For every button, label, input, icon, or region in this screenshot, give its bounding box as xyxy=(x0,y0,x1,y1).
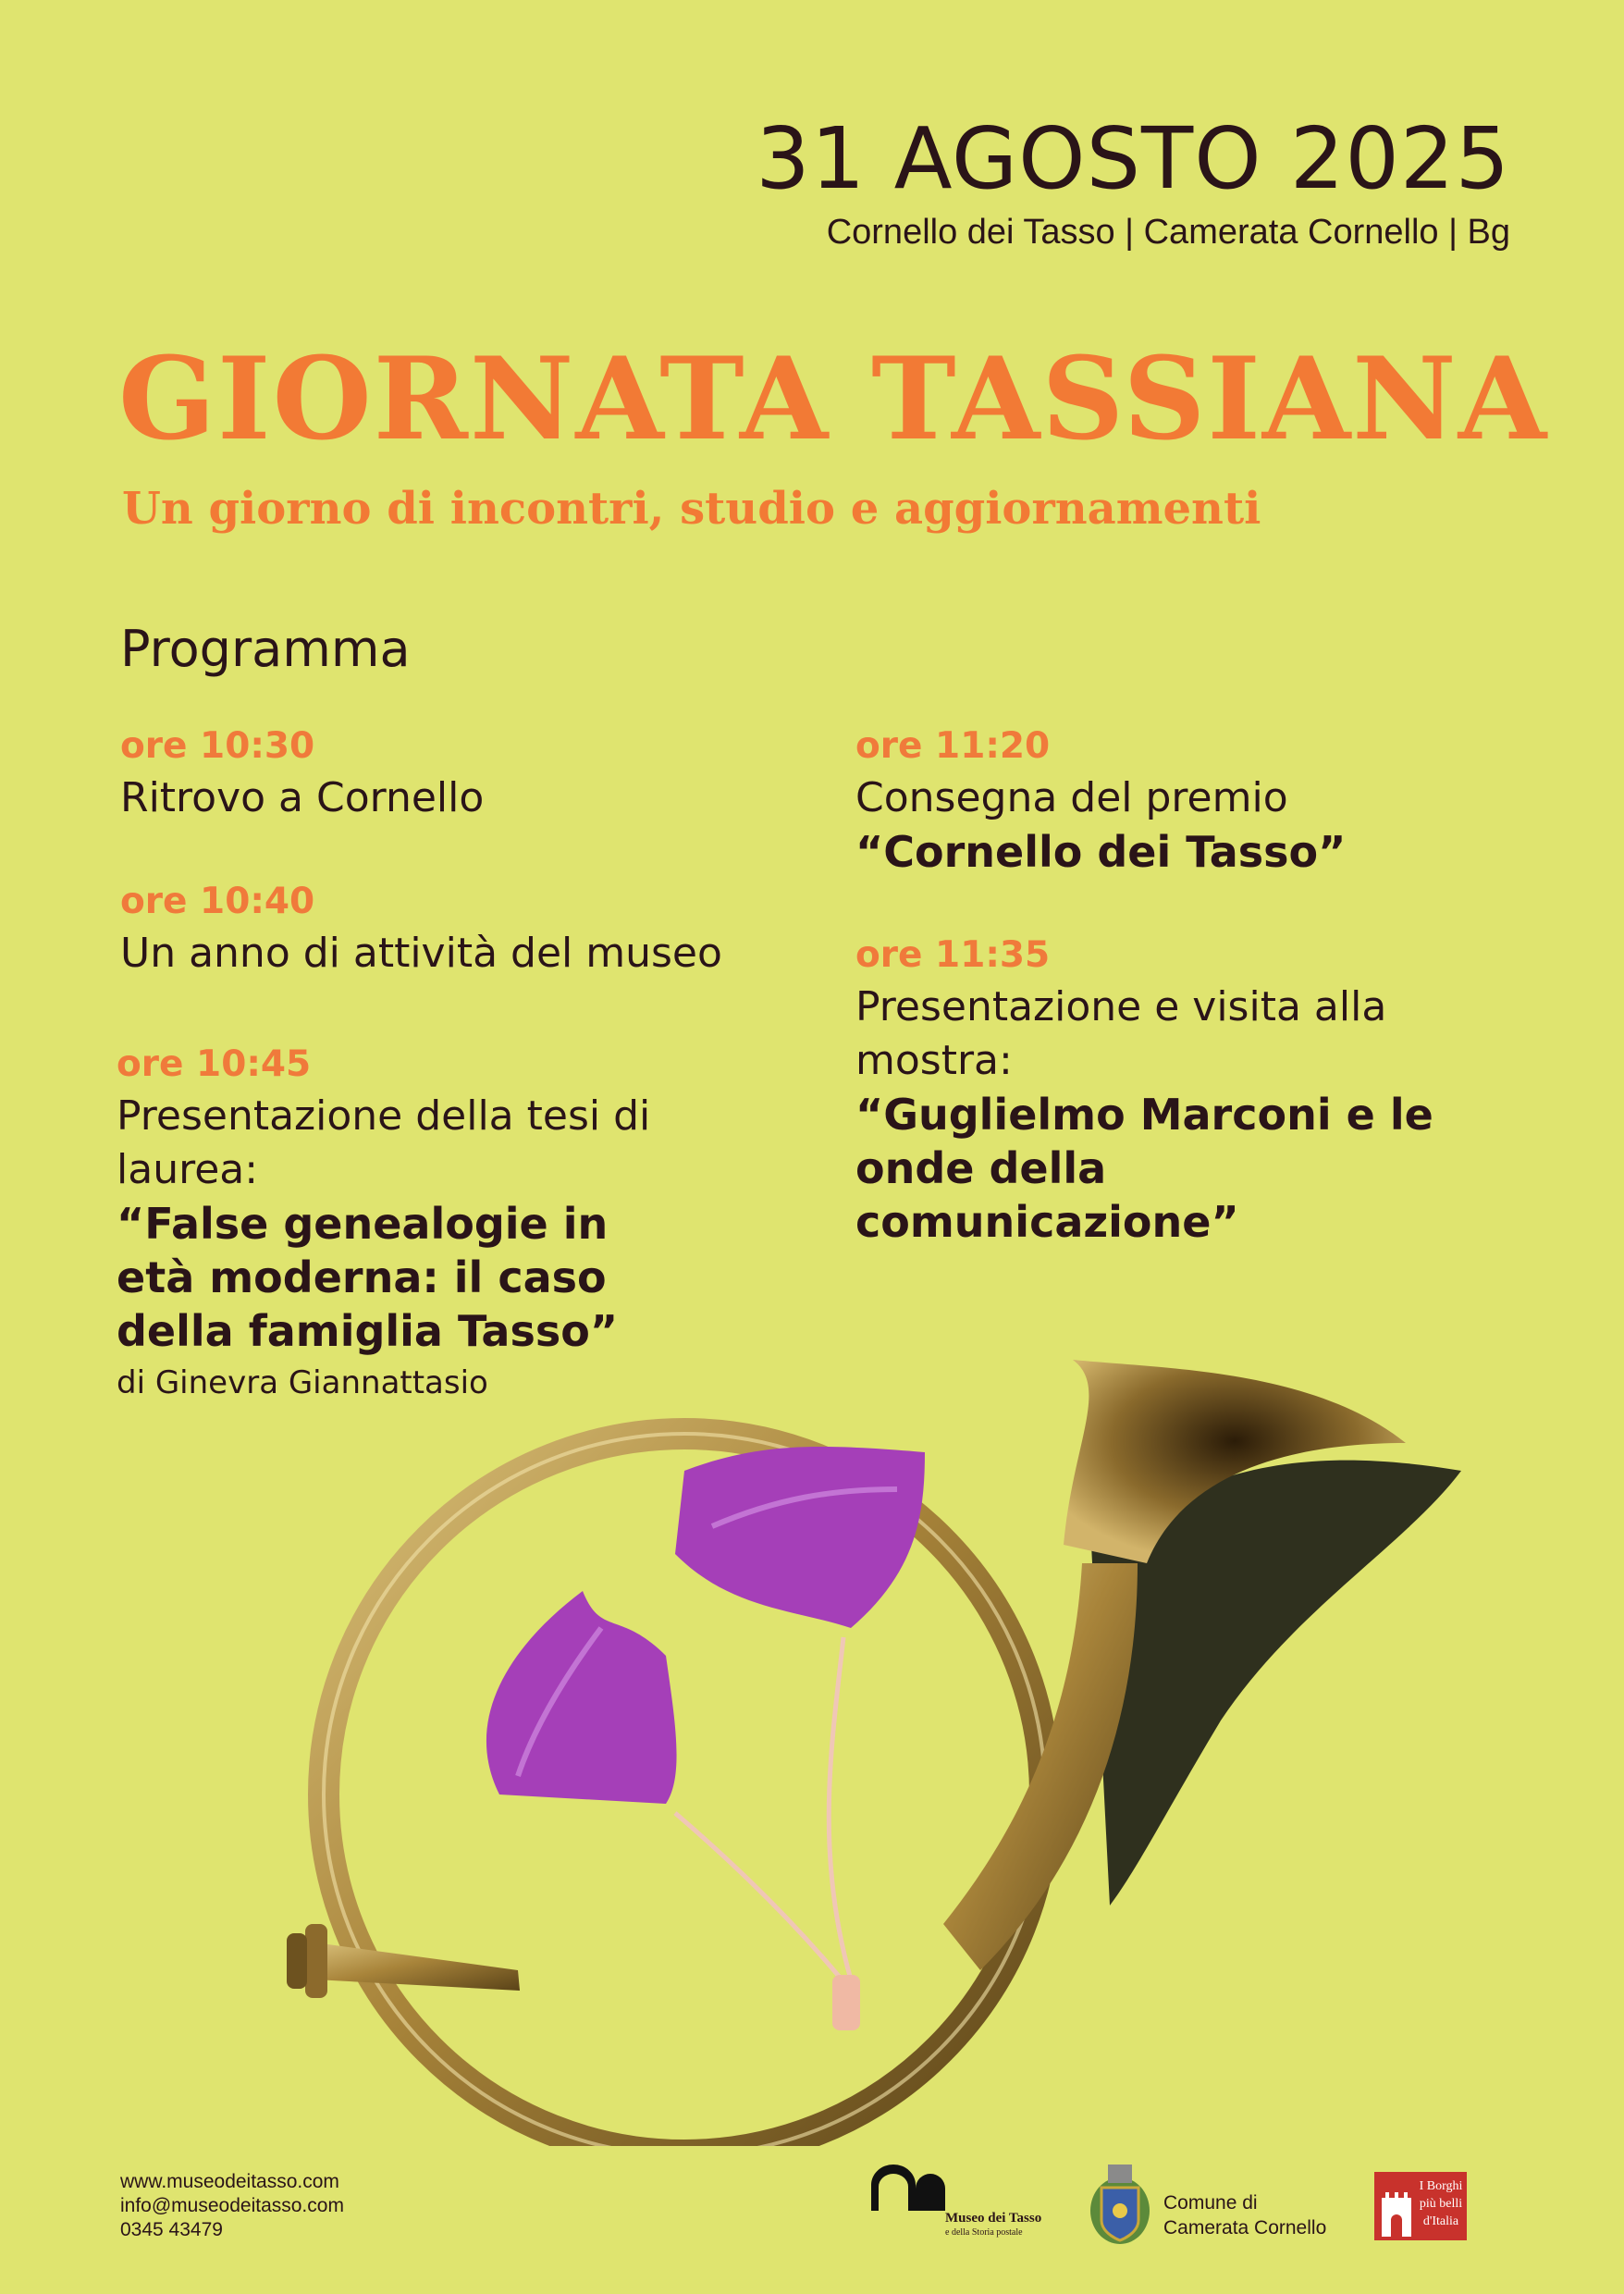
program-time: ore 11:35 xyxy=(855,934,1051,976)
museo-subtitle: e della Storia postale xyxy=(945,2227,1023,2238)
program-desc: Presentazione della tesi di laurea: xyxy=(117,1092,651,1193)
museo-name: Museo dei Tasso xyxy=(945,2211,1042,2226)
phone-number: 0345 43479 xyxy=(120,2219,223,2240)
email-link[interactable]: info@museodeitasso.com xyxy=(120,2195,344,2216)
program-desc: Ritrovo a Cornello xyxy=(120,774,485,821)
website-link[interactable]: www.museodeitasso.com xyxy=(120,2171,339,2192)
program-item xyxy=(120,722,768,825)
program-item xyxy=(855,722,1503,879)
borghi-text: I Borghi più belli d'Italia xyxy=(1419,2179,1463,2228)
comune-line2: Camerata Cornello xyxy=(1163,2217,1327,2238)
flower-left xyxy=(486,1591,677,1804)
museo-arch-icon xyxy=(871,2164,945,2211)
contact-info xyxy=(120,2170,344,2242)
post-horn-illustration xyxy=(277,1332,1498,2146)
program-heading: Programma xyxy=(120,620,411,678)
comune-crest-icon xyxy=(1088,2155,1152,2248)
flower-right xyxy=(675,1447,925,1628)
program-desc: Presentazione e visita alla mostra: xyxy=(855,983,1387,1084)
program-time: ore 11:20 xyxy=(855,725,1051,767)
borghi-castle-icon xyxy=(1376,2172,1417,2240)
program-title: “Cornello dei Tasso” xyxy=(855,827,1347,877)
event-date: 31 AGOSTO 2025 xyxy=(756,109,1510,208)
event-place: Cornello dei Tasso | Camerata Cornello | Bg xyxy=(826,213,1510,252)
page-subtitle: Un giorno di incontri, studio e aggiornamenti xyxy=(122,483,1261,535)
program-time: ore 10:30 xyxy=(120,725,315,767)
program-title: “False genealogie in età moderna: il caso della famiglia Tasso” xyxy=(117,1199,619,1356)
page-title: GIORNATA TASSIANA xyxy=(118,333,1549,466)
program-desc: Consegna del premio xyxy=(855,774,1288,821)
program-time: ore 10:40 xyxy=(120,881,315,922)
comune-logo xyxy=(1088,2155,1337,2248)
program-title: “Guglielmo Marconi e le onde della comunicazione” xyxy=(855,1090,1433,1247)
museo-logo xyxy=(871,2164,1042,2257)
program-item xyxy=(855,931,1447,1249)
program-time: ore 10:45 xyxy=(117,1043,312,1085)
program-desc: Un anno di attività del museo xyxy=(120,930,722,977)
borghi-logo xyxy=(1374,2172,1467,2240)
program-author: di Ginevra Giannattasio xyxy=(117,1364,488,1401)
program-item xyxy=(120,877,768,980)
comune-line1: Comune di xyxy=(1163,2192,1258,2214)
